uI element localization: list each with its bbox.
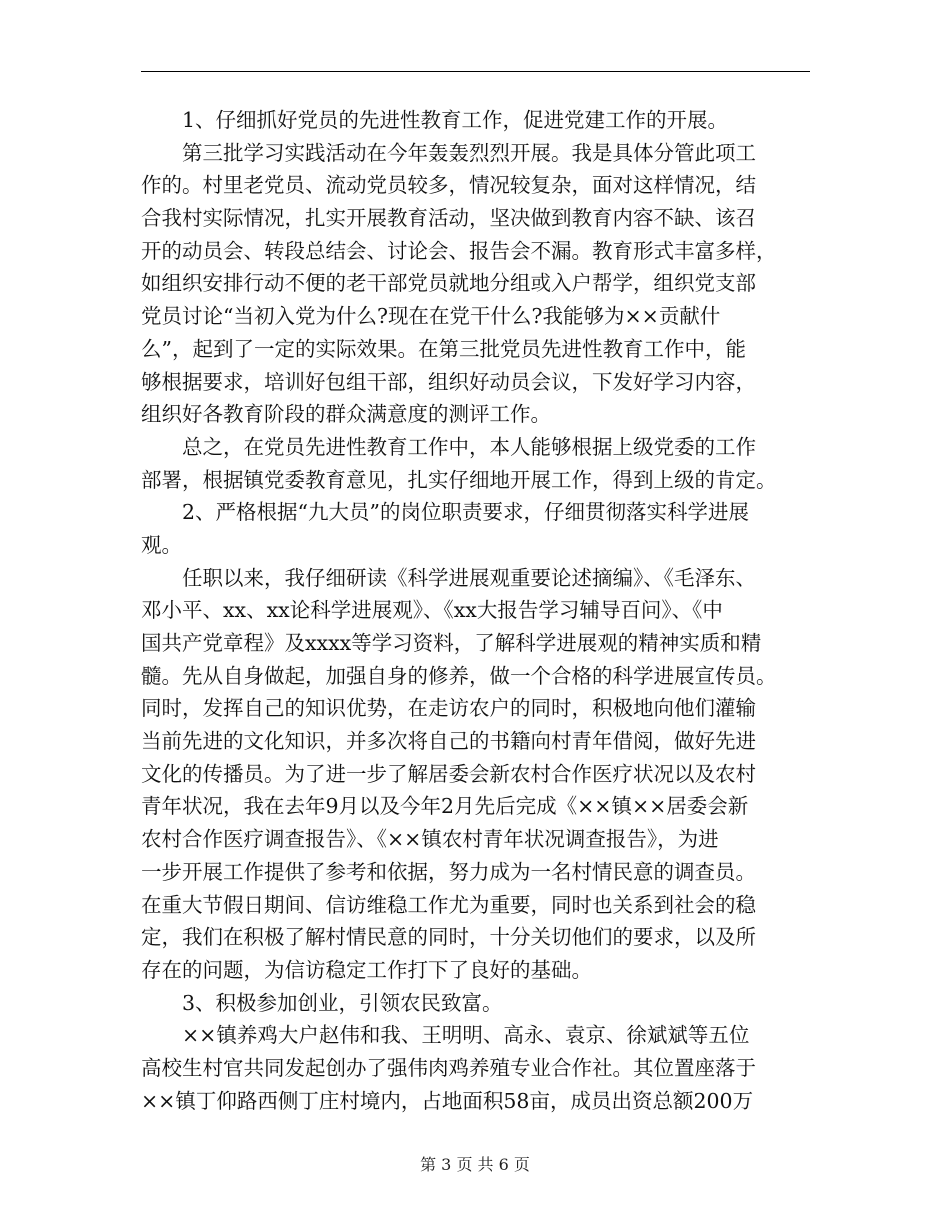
text-line: 任职以来，我仔细研读《科学进展观重要论述摘编》、《毛泽东、 xyxy=(182,565,756,590)
text-line: 党员讨论“当初入党为什么?现在在党干什么?我能够为××贡献什 xyxy=(141,304,721,329)
text-line: 合我村实际情况，扎实开展教育活动，坚决做到教育内容不缺、该召 xyxy=(141,206,756,231)
text-line: 部署，根据镇党委教育意见，扎实仔细地开展工作，得到上级的肯定。 xyxy=(141,467,777,492)
text-line: 在重大节假日期间、信访维稳工作尤为重要，同时也关系到社会的稳 xyxy=(141,892,756,917)
text-line: 观。 xyxy=(141,532,182,557)
text-line: 2、严格根据“九大员”的岗位职责要求，仔细贯彻落实科学进展 xyxy=(182,500,750,525)
page-number: 第 3 页 共 6 页 xyxy=(420,1155,530,1174)
text-line: 青年状况，我在去年9月以及今年2月先后完成《××镇××居委会新 xyxy=(141,794,749,819)
text-line: 当前先进的文化知识，并多次将自己的书籍向村青年借阅，做好先进 xyxy=(141,729,756,754)
document-body xyxy=(141,104,811,1117)
text-line: 如组织安排行动不便的老干部党员就地分组或入户帮学，组织党支部 xyxy=(141,271,756,296)
text-line: 髓。先从自身做起，加强自身的修养，做一个合格的科学进展宣传员。 xyxy=(141,663,777,688)
text-line: 组织好各教育阶段的群众满意度的测评工作。 xyxy=(141,402,551,427)
text-line: 同时，发挥自己的知识优势，在走访农户的同时，积极地向他们灌输 xyxy=(141,696,756,721)
text-line: 1、仔细抓好党员的先进性教育工作，促进党建工作的开展。 xyxy=(182,108,729,132)
text-line: 邓小平、xx、xx论科学进展观》、《xx大报告学习辅导百问》、《中 xyxy=(141,598,723,623)
text-line: 文化的传播员。为了进一步了解居委会新农村合作医疗状况以及农村 xyxy=(141,761,756,786)
text-line: 作的。村里老党员、流动党员较多，情况较复杂，面对这样情况，结 xyxy=(141,173,756,198)
text-line: ××镇丁仰路西侧丁庄村境内，占地面积58亩，成员出资总额200万 xyxy=(141,1088,754,1113)
text-line: 高校生村官共同发起创办了强伟肉鸡养殖专业合作社。其位置座落于 xyxy=(141,1055,756,1080)
text-line: 么”，起到了一定的实际效果。在第三批党员先进性教育工作中，能 xyxy=(141,336,746,361)
text-line: 开的动员会、转段总结会、讨论会、报告会不漏。教育形式丰富多样， xyxy=(141,238,777,263)
text-line: 第三批学习实践活动在今年轰轰烈烈开展。我是具体分管此项工 xyxy=(182,140,756,165)
header-rule xyxy=(141,71,810,72)
text-line: 农村合作医疗调查报告》、《××镇农村青年状况调查报告》，为进 xyxy=(141,827,719,852)
text-line: 存在的问题，为信访稳定工作打下了良好的基础。 xyxy=(141,957,592,982)
text-line: 总之，在党员先进性教育工作中，本人能够根据上级党委的工作 xyxy=(182,434,756,459)
text-line: ××镇养鸡大户赵伟和我、王明明、高永、袁京、徐斌斌等五位 xyxy=(182,1023,750,1048)
text-line: 够根据要求，培训好包组干部，组织好动员会议，下发好学习内容， xyxy=(141,369,756,394)
text-line: 3、积极参加创业，引领农民致富。 xyxy=(182,990,503,1015)
text-line: 定，我们在积极了解村情民意的同时，十分关切他们的要求，以及所 xyxy=(141,925,756,950)
text-line: 一步开展工作提供了参考和依据，努力成为一名村情民意的调查员。 xyxy=(141,859,756,884)
text-line: 国共产党章程》及xxxx等学习资料，了解科学进展观的精神实质和精 xyxy=(141,631,762,655)
